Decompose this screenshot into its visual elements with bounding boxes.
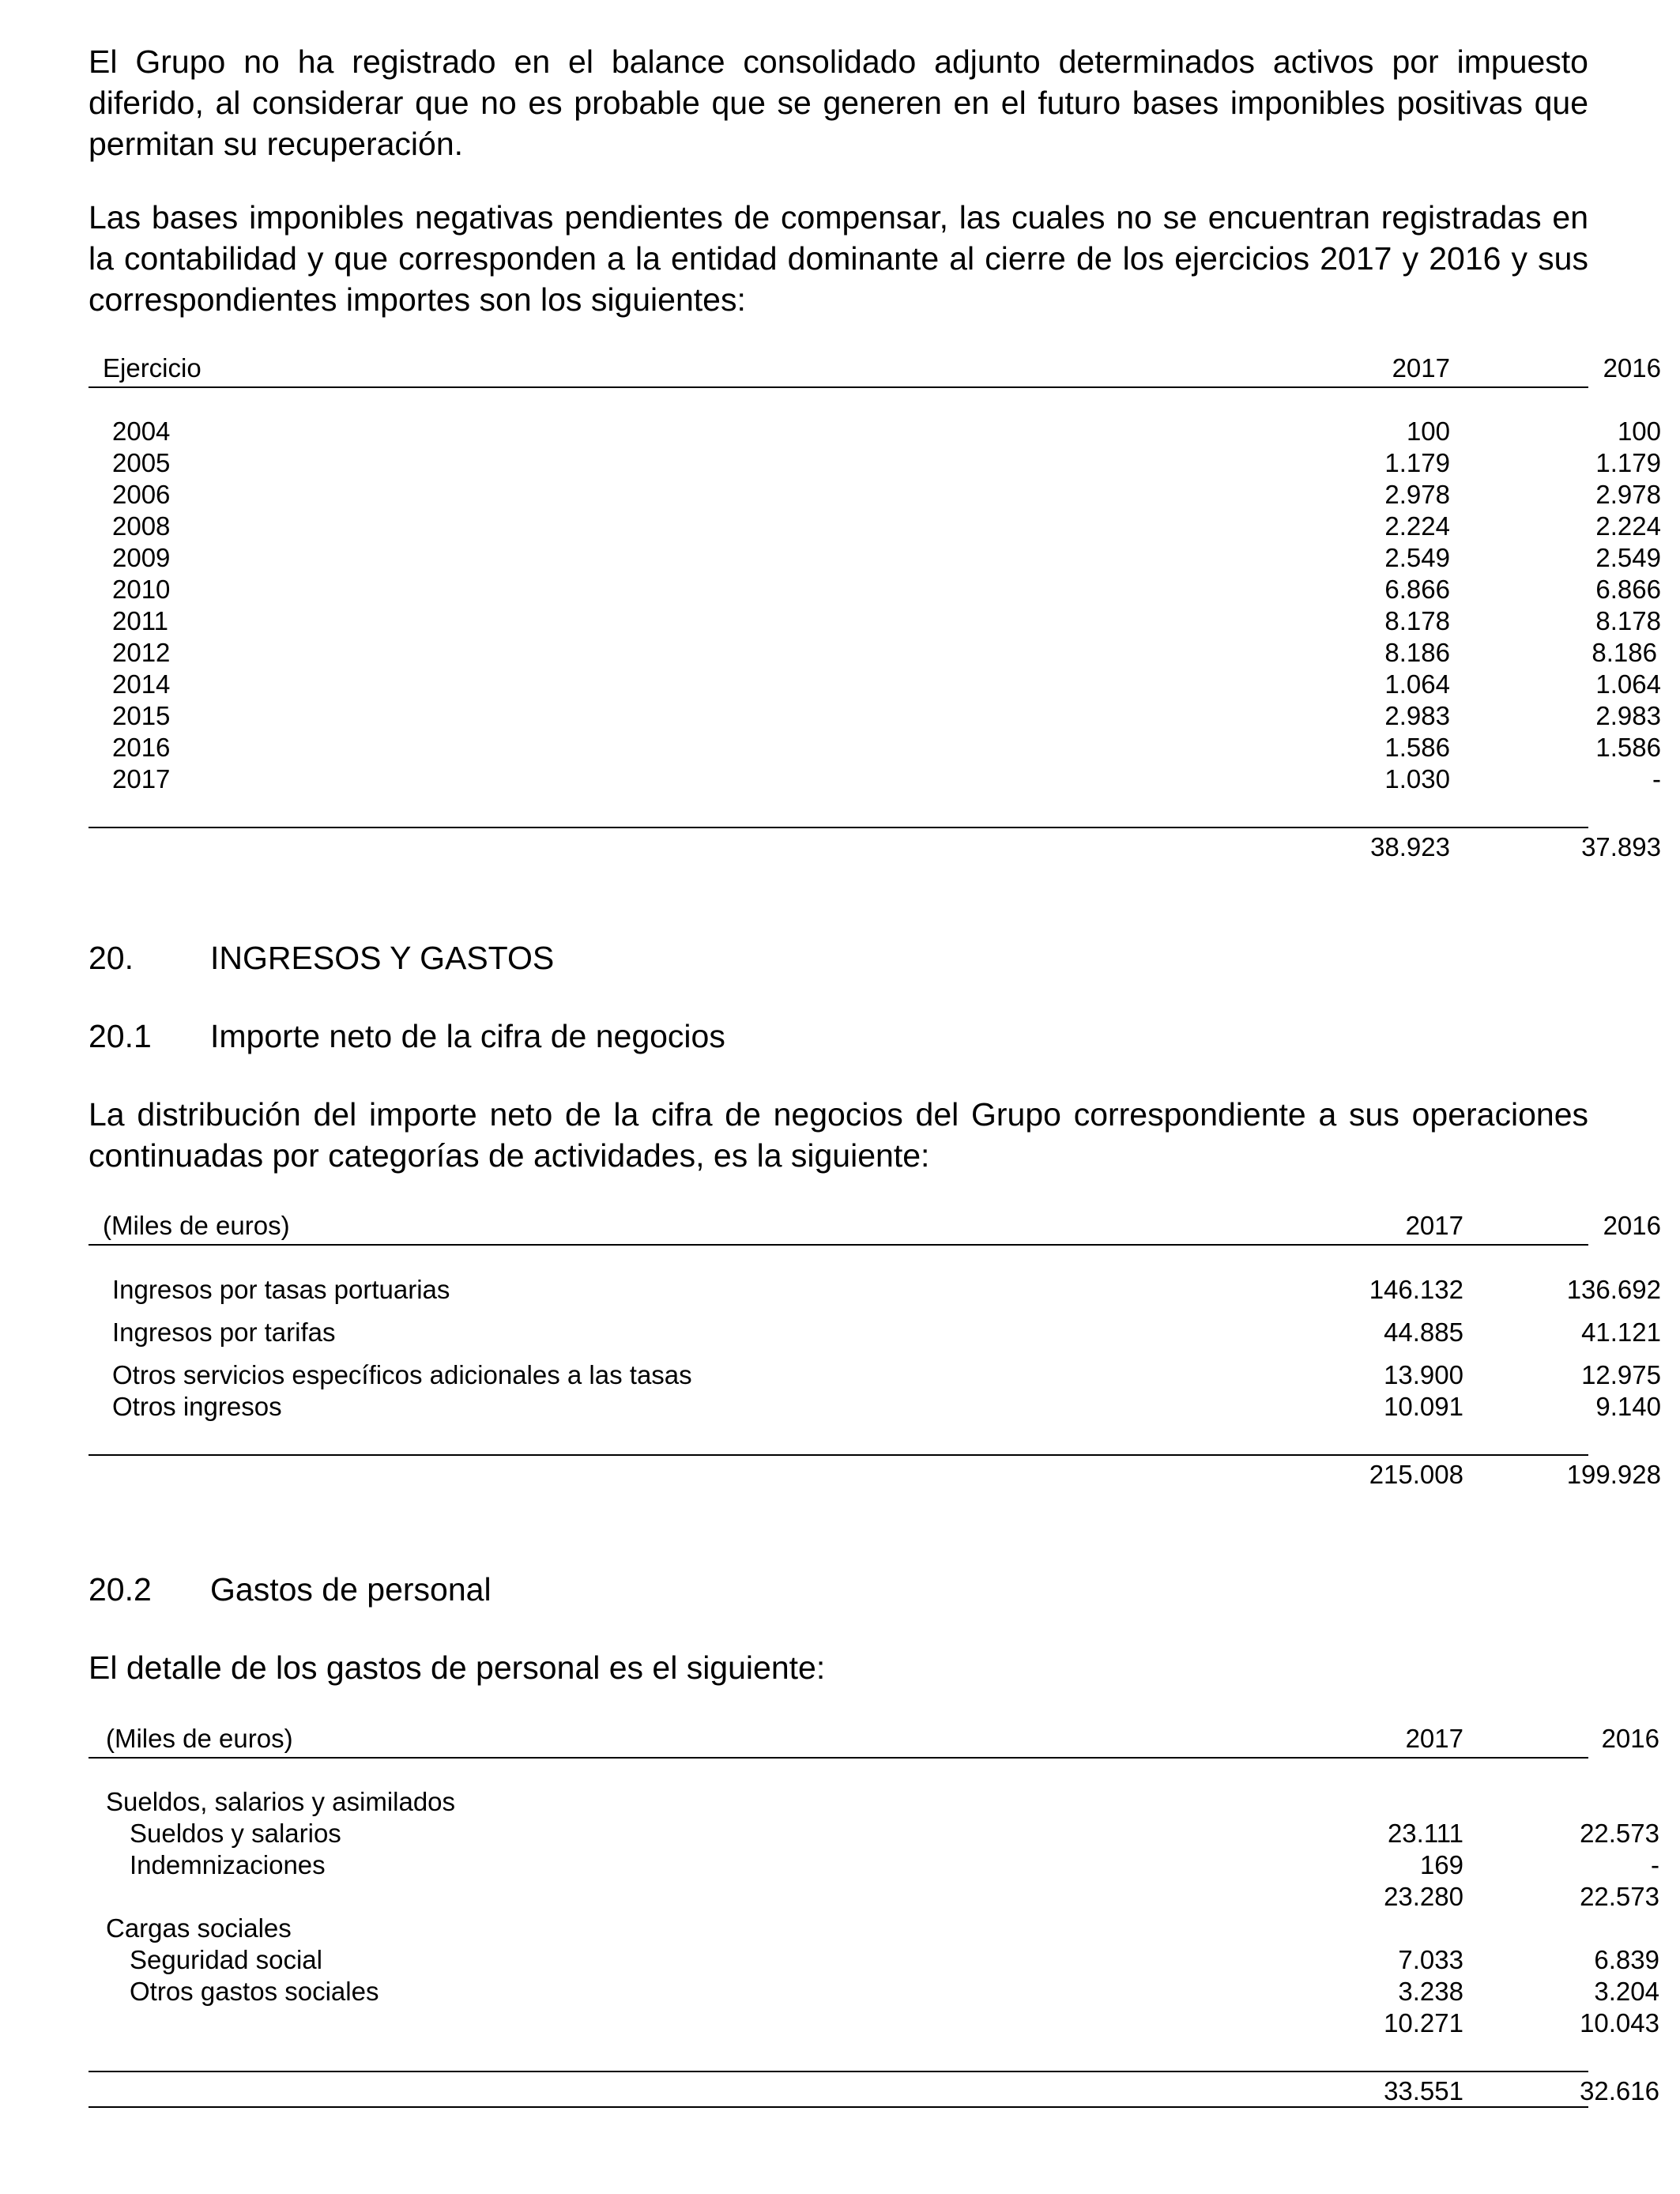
row-label: 2011 <box>112 606 168 635</box>
row-label: Otros servicios específicos adicionales a las tasas <box>112 1360 692 1389</box>
row-label: 2016 <box>112 733 171 762</box>
table-row <box>89 1944 1659 1976</box>
row-value-2017: 6.866 <box>1384 575 1450 604</box>
section-number: 20.1 <box>89 1018 152 1054</box>
section-20-1-paragraph: La distribución del importe neto de la cifra de negocios del Grupo correspondiente a sus operaciones continuadas por categorías de actividades, es la siguiente: <box>89 1096 1588 1174</box>
row-value-2017: 1.586 <box>1384 733 1450 762</box>
row-value-2016: 6.866 <box>1595 575 1661 604</box>
row-value-2016: 2.978 <box>1595 480 1661 509</box>
group-label: Cargas sociales <box>106 1913 292 1943</box>
row-value-2017: 169 <box>1419 1850 1463 1879</box>
row-value-2016: 22.573 <box>1580 1819 1659 1848</box>
subtotal-2016: 22.573 <box>1580 1882 1659 1911</box>
row-value-2017: 146.132 <box>1369 1275 1463 1304</box>
row-label: Ingresos por tasas portuarias <box>112 1275 450 1304</box>
row-value-2016: 1.586 <box>1595 733 1661 762</box>
row-label: Sueldos y salarios <box>130 1819 341 1848</box>
table-header <box>89 1723 1659 1755</box>
table-row <box>89 669 1661 700</box>
table-row <box>89 574 1661 605</box>
table-row <box>89 447 1661 479</box>
row-value-2016: 6.839 <box>1594 1945 1659 1974</box>
row-value-2017: 2.983 <box>1384 701 1450 730</box>
table-row <box>89 1359 1661 1391</box>
table-header <box>89 1210 1661 1242</box>
row-label: 2017 <box>112 764 171 794</box>
section-20-2-paragraph: El detalle de los gastos de personal es el siguiente: <box>89 1649 826 1686</box>
total-rule <box>89 1454 1588 1456</box>
column-2016: 2016 <box>1603 353 1661 383</box>
row-label: 2015 <box>112 701 171 730</box>
row-value-2016: 100 <box>1617 417 1661 446</box>
row-value-2016: 8.178 <box>1595 606 1661 635</box>
column-2016: 2016 <box>1603 1211 1661 1240</box>
total-rule <box>89 827 1588 828</box>
row-label: Ingresos por tarifas <box>112 1318 336 1347</box>
group-label: Sueldos, salarios y asimilados <box>106 1787 456 1816</box>
row-label: Otros ingresos <box>112 1392 282 1421</box>
row-value-2016: 136.692 <box>1566 1275 1661 1304</box>
row-value-2017: 2.978 <box>1384 480 1450 509</box>
table-row <box>89 732 1661 763</box>
row-value-2016: - <box>1652 764 1661 794</box>
row-label: Indemnizaciones <box>130 1850 326 1879</box>
section-title: Gastos de personal <box>210 1571 492 1608</box>
table-row <box>89 700 1661 732</box>
table-header <box>89 352 1661 384</box>
column-2017: 2017 <box>1405 1724 1463 1753</box>
row-value-2017: 13.900 <box>1384 1360 1463 1389</box>
total-2017: 33.551 <box>1384 2076 1463 2105</box>
column-label: Ejercicio <box>103 353 202 383</box>
subtotal-2016: 10.043 <box>1580 2008 1659 2038</box>
section-title: INGRESOS Y GASTOS <box>210 940 555 976</box>
intro-paragraph-1: El Grupo no ha registrado en el balance consolidado adjunto determinados activos por impuesto diferido, al considerar que no es probable que se generen en el futuro bases imponibles positivas que permitan su recuperación. <box>89 43 1588 162</box>
row-value-2017: 2.224 <box>1384 511 1450 541</box>
table-row <box>89 637 1657 669</box>
table-row <box>89 479 1661 511</box>
subtotal-row <box>89 1881 1659 1913</box>
column-label: (Miles de euros) <box>106 1724 293 1753</box>
header-rule <box>89 1244 1588 1246</box>
row-label: 2010 <box>112 575 171 604</box>
row-value-2017: 1.179 <box>1384 448 1450 477</box>
table-row <box>89 605 1661 637</box>
column-2017: 2017 <box>1392 353 1450 383</box>
section-number: 20.2 <box>89 1571 152 1608</box>
row-value-2016: - <box>1651 1850 1659 1879</box>
row-value-2017: 44.885 <box>1384 1318 1463 1347</box>
column-2016: 2016 <box>1601 1724 1659 1753</box>
row-label: 2006 <box>112 480 171 509</box>
row-value-2016: 8.186 <box>1591 638 1657 667</box>
total-2017: 215.008 <box>1369 1460 1463 1489</box>
table-row <box>89 416 1661 447</box>
table-total-row <box>89 831 1661 863</box>
table-row <box>89 511 1661 542</box>
table-row <box>89 763 1661 795</box>
row-value-2017: 10.091 <box>1384 1392 1463 1421</box>
row-label: Seguridad social <box>130 1945 322 1974</box>
subtotal-2017: 10.271 <box>1384 2008 1463 2038</box>
row-value-2016: 9.140 <box>1595 1392 1661 1421</box>
row-value-2017: 8.178 <box>1384 606 1450 635</box>
table-total-row <box>89 2075 1659 2107</box>
group-title <box>89 1913 1588 1944</box>
row-label: 2012 <box>112 638 171 667</box>
subtotal-row <box>89 2007 1659 2039</box>
row-value-2016: 3.204 <box>1594 1977 1659 2006</box>
row-value-2016: 1.064 <box>1595 669 1661 699</box>
row-label: 2009 <box>112 543 171 572</box>
table-row <box>89 1274 1661 1306</box>
row-value-2017: 1.064 <box>1384 669 1450 699</box>
row-value-2016: 2.983 <box>1595 701 1661 730</box>
row-value-2017: 1.030 <box>1384 764 1450 794</box>
header-rule <box>89 1757 1588 1759</box>
total-2017: 38.923 <box>1370 832 1450 861</box>
row-value-2017: 2.549 <box>1384 543 1450 572</box>
row-value-2017: 100 <box>1406 417 1450 446</box>
subtotal-2017: 23.280 <box>1384 1882 1463 1911</box>
row-label: 2014 <box>112 669 171 699</box>
table-row <box>89 1849 1659 1881</box>
row-label: Otros gastos sociales <box>130 1977 379 2006</box>
total-rule-top <box>89 2071 1588 2072</box>
row-value-2016: 12.975 <box>1581 1360 1661 1389</box>
row-value-2016: 1.179 <box>1595 448 1661 477</box>
total-2016: 199.928 <box>1566 1460 1661 1489</box>
row-value-2017: 7.033 <box>1398 1945 1463 1974</box>
section-number: 20. <box>89 940 134 976</box>
row-label: 2005 <box>112 448 171 477</box>
total-2016: 32.616 <box>1580 2076 1659 2105</box>
group-title <box>89 1786 1588 1818</box>
row-value-2017: 23.111 <box>1387 1819 1463 1848</box>
row-value-2017: 3.238 <box>1398 1977 1463 2006</box>
intro-paragraph-2: Las bases imponibles negativas pendientes de compensar, las cuales no se encuentran registradas en la contabilidad y que corresponden a la entidad dominante al cierre de los ejercicios 2017 y 2016 y sus correspondientes importes son los siguientes: <box>89 199 1588 318</box>
table-row <box>89 1391 1661 1423</box>
table-row <box>89 1818 1659 1849</box>
column-label: (Miles de euros) <box>103 1211 290 1240</box>
header-rule <box>89 386 1588 388</box>
table-row <box>89 542 1661 574</box>
column-2017: 2017 <box>1405 1211 1463 1240</box>
row-label: 2008 <box>112 511 171 541</box>
table-row <box>89 1317 1661 1348</box>
total-rule-bottom <box>89 2106 1588 2108</box>
row-value-2016: 2.224 <box>1595 511 1661 541</box>
section-title: Importe neto de la cifra de negocios <box>210 1018 725 1054</box>
table-row <box>89 1976 1659 2007</box>
row-value-2017: 8.186 <box>1384 638 1450 667</box>
table-total-row <box>89 1459 1661 1491</box>
row-value-2016: 41.121 <box>1581 1318 1661 1347</box>
total-2016: 37.893 <box>1581 832 1661 861</box>
row-label: 2004 <box>112 417 171 446</box>
row-value-2016: 2.549 <box>1595 543 1661 572</box>
